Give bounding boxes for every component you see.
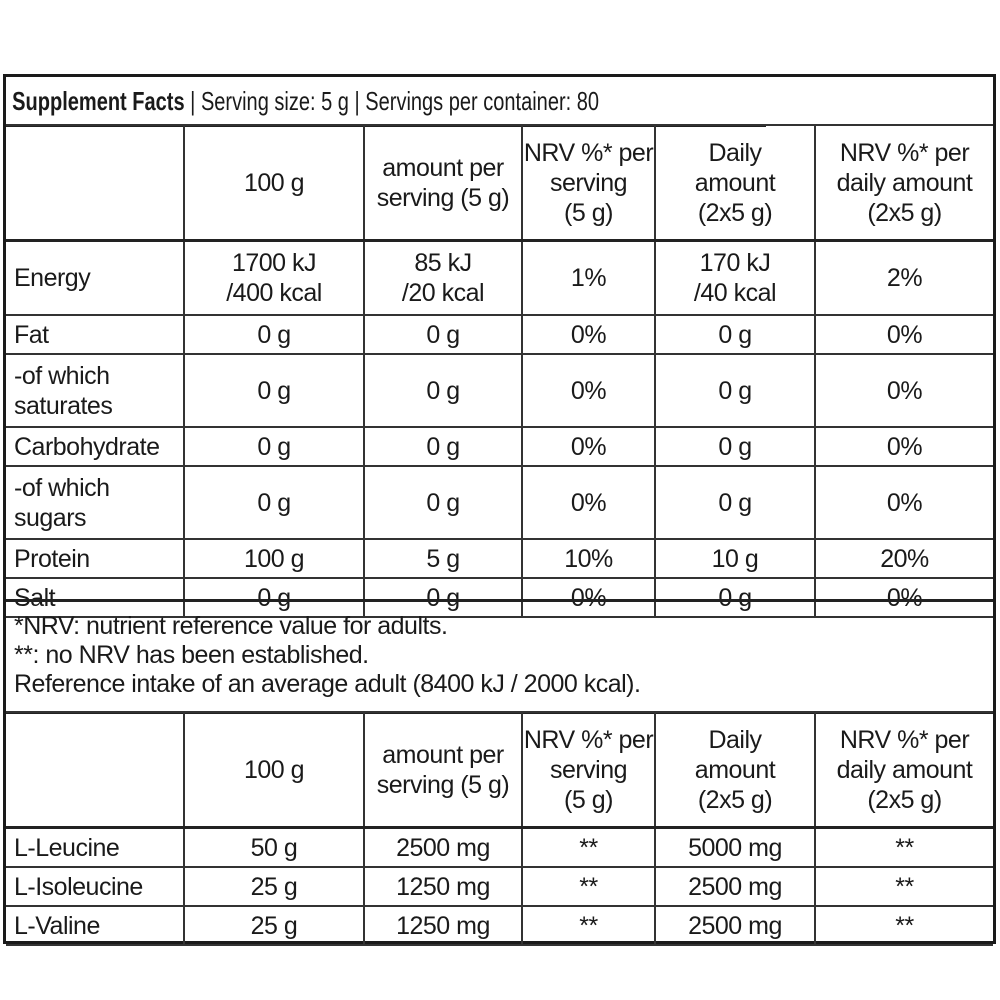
nrv-per-daily-amount bbox=[815, 906, 993, 945]
amount-per-serving-text: 0 g bbox=[426, 432, 460, 461]
nutrient-name-text: Carbohydrate bbox=[14, 432, 160, 461]
table-row bbox=[6, 466, 993, 539]
nrv-per-daily-amount bbox=[815, 466, 993, 539]
nrv-per-serving bbox=[522, 867, 655, 906]
column-header-per-100g-text: 100 g bbox=[243, 755, 305, 784]
nrv-per-daily-amount-text: 0% bbox=[886, 432, 923, 461]
column-header-nrv-per-daily-amount-text: daily amount bbox=[836, 755, 973, 784]
table-row bbox=[6, 315, 993, 354]
per-100g-text: 50 g bbox=[250, 833, 298, 862]
column-header-daily-amount-text: amount bbox=[694, 755, 776, 784]
column-header-per-100g bbox=[184, 712, 364, 828]
column-header-amount-per-serving bbox=[364, 125, 522, 241]
amount-per-serving bbox=[364, 906, 522, 945]
column-header-nrv-per-daily-amount-text: NRV %* per bbox=[839, 138, 970, 167]
amount-per-serving-text: 0 g bbox=[426, 488, 460, 517]
nrv-per-daily-amount-text: ** bbox=[895, 872, 914, 901]
table-row bbox=[6, 241, 993, 316]
nrv-per-serving-text: ** bbox=[579, 872, 598, 901]
per-100g bbox=[184, 539, 364, 578]
per-100g bbox=[184, 828, 364, 868]
nrv-per-serving bbox=[522, 466, 655, 539]
nutrient-name-text: sugars bbox=[14, 503, 87, 532]
nrv-per-daily-amount-text: ** bbox=[895, 833, 914, 862]
per-100g bbox=[184, 906, 364, 945]
nutrient-name bbox=[6, 427, 184, 466]
nrv-per-daily-amount bbox=[815, 427, 993, 466]
amount-per-serving-text: 0 g bbox=[426, 320, 460, 349]
table-row bbox=[6, 354, 993, 427]
daily-amount bbox=[655, 241, 815, 316]
label-title: Supplement Facts bbox=[12, 86, 185, 116]
column-header-nrv-per-serving bbox=[522, 712, 655, 828]
amount-per-serving-text: 2500 mg bbox=[396, 833, 490, 862]
amino-acid-name-text: L-Valine bbox=[14, 911, 100, 940]
amount-per-serving-text: 1250 mg bbox=[396, 911, 490, 940]
per-100g-text: 0 g bbox=[257, 583, 291, 612]
nrv-per-daily-amount bbox=[815, 539, 993, 578]
nrv-per-serving-text: 1% bbox=[570, 264, 607, 292]
amount-per-serving bbox=[364, 828, 522, 868]
column-header-amount-per-serving bbox=[364, 712, 522, 828]
nrv-per-serving bbox=[522, 828, 655, 868]
nutrient-name-text: Salt bbox=[14, 583, 56, 612]
column-header-nutrient-name bbox=[6, 712, 184, 828]
column-header-amount-per-serving-text: amount per bbox=[382, 153, 504, 182]
nrv-per-serving-text: 0% bbox=[570, 432, 607, 461]
daily-amount bbox=[655, 354, 815, 427]
daily-amount-text: 0 g bbox=[718, 583, 752, 612]
column-header-daily-amount-text: (2x5 g) bbox=[697, 785, 773, 814]
column-header-amount-per-serving-text: amount per bbox=[382, 740, 504, 769]
daily-amount bbox=[655, 315, 815, 354]
nrv-per-serving bbox=[522, 354, 655, 427]
column-header-nrv-per-daily-amount-text: (2x5 g) bbox=[867, 198, 942, 227]
nutrient-name-text: saturates bbox=[14, 391, 113, 420]
column-header-nutrient-name bbox=[6, 125, 184, 241]
per-100g-text: 1700 kJ bbox=[231, 249, 317, 277]
daily-amount bbox=[655, 906, 815, 945]
table-header-row bbox=[6, 712, 993, 828]
column-header-nrv-per-daily-amount-text: NRV %* per bbox=[839, 725, 970, 754]
table-row bbox=[6, 867, 993, 906]
nutrient-name bbox=[6, 466, 184, 539]
nrv-per-serving-text: 0% bbox=[570, 376, 607, 405]
amount-per-serving-text: 0 g bbox=[426, 376, 460, 405]
separator: | bbox=[354, 86, 360, 116]
servings-per-container: Servings per container: 80 bbox=[365, 86, 600, 116]
nrv-per-serving bbox=[522, 539, 655, 578]
nrv-per-serving bbox=[522, 315, 655, 354]
separator: | bbox=[190, 86, 196, 116]
per-100g bbox=[184, 466, 364, 539]
column-header-daily-amount-text: Daily bbox=[708, 725, 762, 754]
column-header-nrv-per-serving-text: (5 g) bbox=[564, 785, 613, 814]
amount-per-serving-text: 1250 mg bbox=[396, 872, 490, 901]
per-100g bbox=[184, 354, 364, 427]
amount-per-serving-text: 0 g bbox=[426, 583, 460, 612]
column-header-nrv-per-serving-text: NRV %* per bbox=[523, 138, 654, 167]
per-100g-text: 0 g bbox=[257, 488, 291, 517]
table-row bbox=[6, 906, 993, 945]
nrv-per-daily-amount-text: 2% bbox=[886, 264, 923, 292]
per-100g bbox=[184, 427, 364, 466]
nrv-per-daily-amount-text: 20% bbox=[880, 544, 929, 573]
amount-per-serving bbox=[364, 427, 522, 466]
nutrition-table bbox=[6, 124, 993, 618]
nrv-per-daily-amount bbox=[815, 354, 993, 427]
daily-amount bbox=[655, 427, 815, 466]
per-100g-text: 25 g bbox=[250, 911, 298, 940]
daily-amount-text: /40 kcal bbox=[693, 279, 777, 307]
daily-amount bbox=[655, 867, 815, 906]
nrv-per-serving-text: 0% bbox=[570, 488, 607, 517]
footnote-no-nrv: **: no NRV has been established. bbox=[14, 641, 369, 669]
nrv-per-serving-text: 0% bbox=[570, 320, 607, 349]
amount-per-serving bbox=[364, 466, 522, 539]
footnote-nrv: *NRV: nutrient reference value for adults. bbox=[14, 612, 448, 640]
amount-per-serving bbox=[364, 867, 522, 906]
serving-size: Serving size: 5 g bbox=[200, 86, 349, 116]
table-row bbox=[6, 427, 993, 466]
amount-per-serving bbox=[364, 354, 522, 427]
amount-per-serving-text: /20 kcal bbox=[401, 279, 485, 307]
column-header-nrv-per-daily-amount bbox=[815, 712, 993, 828]
footnote-reference-intake: Reference intake of an average adult (8400 kJ / 2000 kcal). bbox=[14, 670, 641, 698]
nrv-per-daily-amount-text: ** bbox=[895, 911, 914, 940]
nrv-per-daily-amount bbox=[815, 828, 993, 868]
per-100g-text: 100 g bbox=[243, 544, 305, 573]
nutrient-name-text: Fat bbox=[14, 320, 49, 349]
amino-acid-table bbox=[6, 711, 993, 946]
nutrient-name bbox=[6, 539, 184, 578]
column-header-nrv-per-serving-text: serving bbox=[549, 755, 628, 784]
column-header-per-100g bbox=[184, 125, 364, 241]
amount-per-serving bbox=[364, 315, 522, 354]
daily-amount-text: 170 kJ bbox=[699, 249, 771, 277]
daily-amount-text: 0 g bbox=[718, 488, 752, 517]
column-header-nrv-per-daily-amount-text: (2x5 g) bbox=[867, 785, 942, 814]
per-100g bbox=[184, 241, 364, 316]
nrv-per-daily-amount-text: 0% bbox=[886, 320, 923, 349]
table-row bbox=[6, 828, 993, 868]
footnotes bbox=[6, 599, 993, 714]
amino-acid-name bbox=[6, 906, 184, 945]
nrv-per-daily-amount-text: 0% bbox=[886, 488, 923, 517]
nrv-per-serving-text: 0% bbox=[570, 583, 607, 612]
daily-amount bbox=[655, 539, 815, 578]
nrv-per-daily-amount bbox=[815, 315, 993, 354]
nrv-per-daily-amount-text: 0% bbox=[886, 583, 923, 612]
column-header-nrv-per-serving-text: NRV %* per bbox=[523, 725, 654, 754]
amount-per-serving bbox=[364, 539, 522, 578]
amino-acid-name-text: L-Leucine bbox=[14, 833, 120, 862]
supplement-facts-label bbox=[3, 74, 996, 944]
per-100g-text: 0 g bbox=[257, 320, 291, 349]
nrv-per-daily-amount bbox=[815, 867, 993, 906]
amount-per-serving bbox=[364, 241, 522, 316]
nrv-per-serving-text: 10% bbox=[564, 544, 613, 573]
daily-amount-text: 5000 mg bbox=[688, 833, 782, 862]
nutrient-name-text: -of which bbox=[14, 361, 110, 390]
per-100g-text: 25 g bbox=[250, 872, 298, 901]
column-header-nrv-per-serving-text: (5 g) bbox=[564, 198, 613, 227]
column-header-daily-amount bbox=[655, 712, 815, 828]
nrv-per-serving-text: ** bbox=[579, 833, 598, 862]
column-header-daily-amount-text: Daily bbox=[708, 138, 762, 167]
daily-amount bbox=[655, 828, 815, 868]
nutrient-name-text: -of which bbox=[14, 473, 110, 502]
amino-acid-name bbox=[6, 867, 184, 906]
column-header-per-100g-text: 100 g bbox=[243, 168, 305, 197]
column-header-nrv-per-daily-amount bbox=[815, 125, 993, 241]
per-100g-text: 0 g bbox=[257, 376, 291, 405]
column-header-nrv-per-serving-text: serving bbox=[549, 168, 628, 197]
daily-amount-text: 2500 mg bbox=[688, 872, 782, 901]
daily-amount-text: 10 g bbox=[711, 544, 759, 573]
nrv-per-daily-amount-text: 0% bbox=[886, 376, 923, 405]
nrv-per-serving bbox=[522, 241, 655, 316]
nrv-per-serving bbox=[522, 906, 655, 945]
nutrient-name-text: Protein bbox=[14, 544, 90, 573]
table-row bbox=[6, 539, 993, 578]
daily-amount-text: 0 g bbox=[718, 320, 752, 349]
nrv-per-serving-text: ** bbox=[579, 911, 598, 940]
nrv-per-daily-amount bbox=[815, 241, 993, 316]
daily-amount-text: 2500 mg bbox=[688, 911, 782, 940]
per-100g-text: 0 g bbox=[257, 432, 291, 461]
amount-per-serving-text: 5 g bbox=[426, 544, 460, 573]
nutrient-name-text: Energy bbox=[14, 264, 91, 292]
daily-amount bbox=[655, 466, 815, 539]
column-header-nrv-per-daily-amount-text: daily amount bbox=[836, 168, 973, 197]
per-100g bbox=[184, 867, 364, 906]
amino-acid-name-text: L-Isoleucine bbox=[14, 872, 143, 901]
label-header bbox=[6, 77, 766, 127]
column-header-daily-amount-text: (2x5 g) bbox=[697, 198, 773, 227]
nutrient-name bbox=[6, 241, 184, 316]
daily-amount-text: 0 g bbox=[718, 432, 752, 461]
column-header-daily-amount-text: amount bbox=[694, 168, 776, 197]
table-header-row bbox=[6, 125, 993, 241]
amount-per-serving-text: 85 kJ bbox=[414, 249, 472, 277]
column-header-amount-per-serving-text: serving (5 g) bbox=[376, 183, 510, 212]
nrv-per-serving bbox=[522, 427, 655, 466]
nutrient-name bbox=[6, 315, 184, 354]
column-header-nrv-per-serving bbox=[522, 125, 655, 241]
per-100g-text: /400 kcal bbox=[226, 279, 322, 307]
nutrient-name bbox=[6, 354, 184, 427]
column-header-daily-amount bbox=[655, 125, 815, 241]
column-header-amount-per-serving-text: serving (5 g) bbox=[376, 770, 510, 799]
daily-amount-text: 0 g bbox=[718, 376, 752, 405]
per-100g bbox=[184, 315, 364, 354]
amino-acid-name bbox=[6, 828, 184, 868]
